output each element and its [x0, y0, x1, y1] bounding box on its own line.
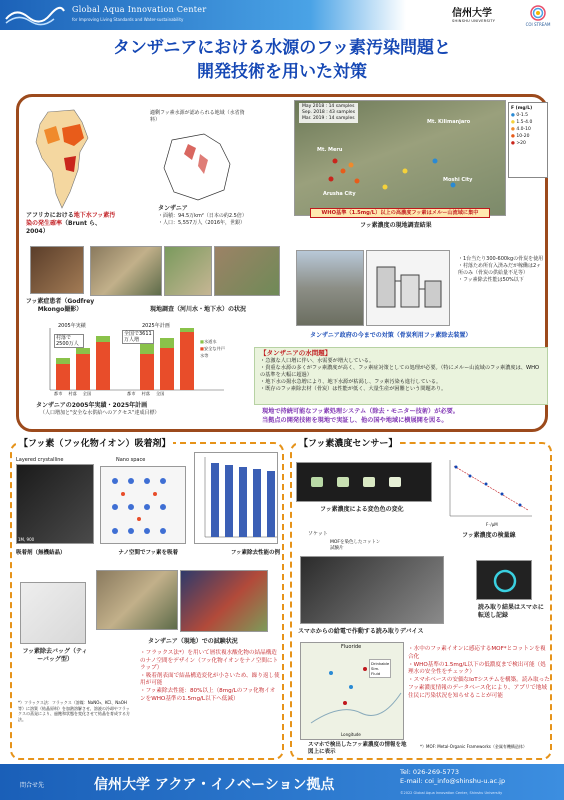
adsorbent-footnote: *）フラックス法：フラックス（溶媒：NaNO₃、KCl、NaOH等）に溶質（結晶原料）を加熱溶解させ、溶液の冷却やフラックスの蒸発により、過飽和状態を変化させて結晶を育成する方法。: [18, 700, 130, 722]
sensor-footnote: *）MOF: Metal-Organic Frameworks（金属有機構造体）: [420, 744, 527, 749]
sensor-title: 【フッ素濃度センサー】: [296, 436, 400, 449]
footer-org-name: 信州大学 アクア・イノベーション拠点: [94, 777, 335, 793]
survey-photo-3: [214, 246, 280, 296]
survey2-caption: 現地調査（河川水・地下水）の状況: [150, 306, 247, 313]
who-banner: WHO基準（1.5mg/L）以上の高濃度フッ素はメルー山流域に集中: [310, 208, 490, 218]
map-legend: Drinkable Sim. Fluid: [371, 661, 390, 676]
org-tagline: for Improving Living Standards and Water-sustainability: [72, 17, 184, 22]
victim-caption: フッ素症患者（Godfrey Mkongo撮影）: [25, 298, 95, 313]
chart-subcaption: （人口増加と"安全な水供給へのアクセス"達成目標）: [40, 410, 160, 416]
chart-xcats: 都市 村落 全国 都市 村落 全国: [54, 391, 165, 396]
water-problems-box: 【タンザニアの水問題】 ・急激な人口増に伴い、水需要が増大している。 ・貴重な水源の多くがフッ素濃度が高く、フッ素症対策としての処理が必要。（特にメルー山流域のフッ素濃度は、WHOの基準を大幅に超過） ・地下水の揚水急増により、地下水源が枯渇し、フッ素汚染も進行している。 ・既存のフッ素除去材（骨炭）は性能が低く、大量生産が困難という問題あり。: [254, 347, 548, 405]
chart-pop-2025: 全国で3611万人増: [122, 330, 154, 344]
tem-label: Layered crystalline: [16, 457, 64, 463]
label-mt-meru: Mt. Meru: [317, 147, 343, 153]
conclusion-text: 現地で持続可能なフッ素処理システム（除去・モニター技術）が必要。 当拠点の開発技術を現地で実証し、他の国や地域に横展開を図る。: [262, 408, 459, 424]
label-moshi: Moshi City: [443, 177, 473, 183]
footer: [0, 764, 564, 800]
reader-device-photo: [300, 556, 444, 624]
socket-label: ソケット: [308, 531, 328, 537]
copyright: ©2022 Global Aqua Innovation Center, Shinshu University: [400, 791, 503, 795]
water-plan-chart: [30, 324, 226, 400]
africa-map: [34, 108, 90, 212]
coi-rings-icon: [523, 3, 553, 21]
chart-label-2025: 2025年計画: [142, 323, 170, 329]
coi-stream-logo: COI STREAM: [516, 3, 560, 29]
email-link[interactable]: E-mail: coi_info@shinshu-u.ac.jp: [400, 777, 506, 785]
teabag-caption: フッ素除去バッグ（ティーバッグ型）: [22, 648, 88, 663]
label-mt-kilimanjaro: Mt. Kilimanjaro: [427, 119, 471, 125]
fluoride-legend: F (mg/L) ● 0-1.5 ● 1.5-4.0 ● 4.0-10 ● 10-20 ● >20: [508, 102, 548, 178]
africa-map-caption: アフリカにおける地下水フッ素汚染の発生確率（Brunt ら、2004）: [26, 212, 116, 235]
map-caption: スマホで検出したフッ素濃度の情報を地図上に表示: [308, 742, 407, 755]
teabag-photo: [20, 582, 86, 644]
fluoride-map-title: Fluoride: [341, 644, 362, 650]
sensor-bullets: ・水中のフッ素イオンに感応するMOF*とコットンを複合化 ・WHO基準の1.5mg/L以下の低濃度まで検出可能（処理水の安全性をチェック） ・スマホベースの安価なIoTシステムを構築。読み取ったフッ素濃度情報のデータベース化により、アプリで地域住民に汚染状況を知らせることが可能: [408, 646, 550, 699]
tem-image: [16, 464, 94, 544]
contact-info: Tel: 026-269-5773 E-mail: coi_info@shinshu-u.ac.jp: [400, 768, 506, 785]
aqua-logo-icon: [4, 3, 66, 27]
fluoride-map: [300, 642, 404, 740]
org-name: Global Aqua Innovation Center: [72, 5, 207, 14]
survey-caption: フッ素濃度の現地調査結果: [360, 222, 432, 229]
tanzania-note: 適剰フッ素水源が認められる地域（水省資料）: [150, 110, 245, 123]
tanzania-area: ・面積：94.5万km²（日本の約2.5倍）: [158, 213, 247, 219]
plant-bullets: ・1台当たり300-600kgの骨炭を使用 ・村落ため所有入済みだが稼働は2ヶ所のみ（骨炭の供給量不足等） ・フッ素除去性能は50%以下: [458, 256, 544, 283]
removal-chart: [194, 452, 278, 544]
strip-caption: フッ素濃度による変色色の変化: [320, 506, 404, 513]
adsorbent-captions: 吸着剤（無機結晶） ナノ空間でフッ素を吸着 フッ素除去性能の例: [16, 550, 280, 556]
tanzania-map: [158, 130, 238, 204]
chart-pop-2005: 村落で2500万人: [54, 334, 84, 348]
plant-caption: タンザニア政府の今までの対策（骨炭利用フッ素除去装置）: [310, 332, 472, 339]
device-caption: スマホからの給電で作動する読み取りデバイス: [298, 628, 424, 635]
poster-title: タンザニアにおける水源のフッ素汚染問題と 開発技術を用いた対策: [112, 38, 452, 82]
nano-structure: [100, 466, 186, 544]
contact-label: 問合せ先: [20, 782, 45, 789]
field-test-photo-2: [180, 570, 268, 632]
sample-points: [329, 159, 456, 190]
curve-caption: フッ素濃度の検量線: [462, 532, 516, 539]
chart-legend: ■水道水 ■安全な井戸水等: [200, 339, 225, 358]
plant-photo: [296, 250, 364, 326]
chart-caption: タンザニアの2005年実績・2025年計画: [36, 402, 148, 409]
phone-caption: 読み取り結果はスマホに転送し記録: [478, 604, 544, 619]
survey-photo-1: [90, 246, 162, 296]
nano-label: Nano space: [116, 457, 146, 463]
adsorbent-bullets: ・フラックス法*）を用いて層状複水酸化物の結晶構造のナノ空間をデザイン（フッ化物イオンをナノ空間にトラップ） ・吸着剤表面で結晶構造変化が小さいため、繰り返し使用が可能 ・フッ素除去性能：80%以上（8mg/Lのフッ化物イオンをWHO基準の1.5mg/L以下へ低減）: [140, 650, 280, 702]
shinshu-logo: 信州大学 SHINSHU UNIVERSITY: [452, 8, 496, 23]
label-arusha: Arusha City: [323, 191, 356, 197]
field-test-photo-1: [96, 570, 178, 630]
cotton-label: MOFを染色したコットン試験片: [330, 540, 381, 551]
survey-legend: May 2018 : 14 samples Sep. 2018 : 43 samples Mar. 2019 : 14 samples: [299, 103, 358, 123]
tanzania-population: ・人口：5,557万人（2016年，世銀）: [158, 220, 246, 226]
phone-photo: [476, 560, 532, 600]
chart-label-2005: 2005年実績: [58, 323, 86, 329]
victim-photo: [30, 246, 84, 294]
plant-diagram: [366, 250, 450, 326]
map-lon-label: Longitude: [341, 732, 361, 737]
field-test-caption: タンザニア（現地）での試験状況: [148, 638, 238, 645]
survey-photo-2: [164, 246, 212, 296]
adsorbent-title: 【フッ素（フッ化物イオン）吸着剤】: [16, 436, 173, 449]
curve-axis: F⁻/μM: [486, 522, 498, 527]
survey-satellite-map: [294, 100, 506, 216]
calibration-curve: [440, 456, 536, 526]
tanzania-label: タンザニア: [158, 205, 188, 212]
color-strip-photo: [296, 462, 432, 502]
scale-label: 1M, 900: [18, 537, 35, 542]
